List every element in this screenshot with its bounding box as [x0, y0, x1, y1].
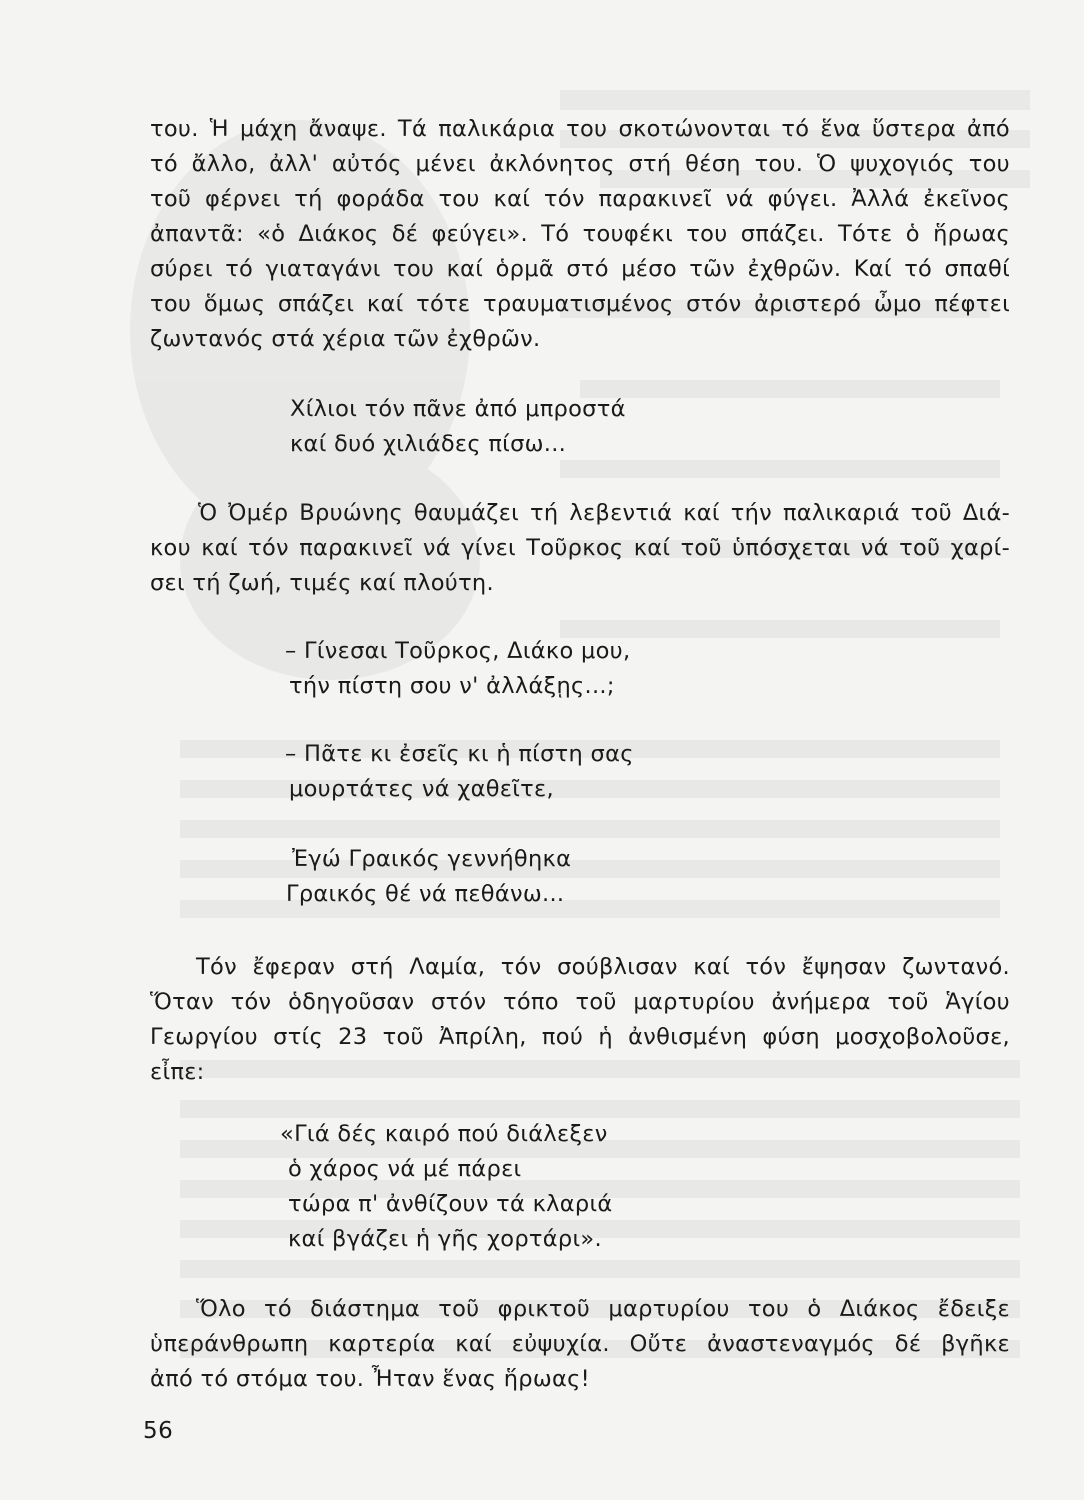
text-line: του. Ἡ μάχη ἄναψε. Τά παλικάρια του σκοτώνονται τό ἕνα ὕστερα ἀπό [150, 116, 1010, 142]
text-line: σύρει τό γιαταγάνι του καί ὁρμᾶ στό μέσο τῶν ἐχθρῶν. Καί τό σπαθί [150, 256, 1010, 282]
text-line: Τόν ἔφεραν στή Λαμία, τόν σούβλισαν καί τόν ἔψησαν ζωντανό. [196, 954, 1010, 980]
verse-line: «Γιά δές καιρό πού διάλεξεν [280, 1121, 608, 1147]
text-line: ζωντανός στά χέρια τῶν ἐχθρῶν. [150, 326, 541, 352]
verse-line: τήν πίστη σου ν' ἀλλάξῃς...; [289, 673, 615, 699]
text-line: κου καί τόν παρακινεῖ νά γίνει Τοῦρκος καί τοῦ ὑπόσχεται νά τοῦ χαρί- [150, 535, 1010, 561]
text-line: ἀπό τό στόμα του. Ἦταν ἕνας ἥρωας! [150, 1366, 590, 1392]
verse-line: Χίλιοι τόν πᾶνε ἀπό μπροστά [290, 396, 626, 422]
verse-answer [285, 737, 634, 807]
verse-line: μουρτάτες νά χαθεῖτε, [289, 776, 554, 802]
verse-line: – Πᾶτε κι ἐσεῖς κι ἡ πίστη σας [285, 741, 634, 767]
text-line: εἶπε: [150, 1059, 205, 1085]
verse-line: καί δυό χιλιάδες πίσω... [290, 431, 567, 457]
verse-greek [286, 842, 572, 912]
verse-thousands [290, 392, 626, 462]
paragraph-hero [150, 1292, 1010, 1397]
page-number: 56 [143, 1418, 174, 1444]
verse-line: καί βγάζει ἡ γῆς χορτάρι». [288, 1226, 602, 1252]
verse-last-words [280, 1117, 613, 1257]
text-line: σει τή ζωή, τιμές καί πλούτη. [150, 570, 494, 596]
verse-question [285, 634, 630, 704]
text-line: Ὁ Ὀμέρ Βρυώνης θαυμάζει τή λεβεντιά καί τήν παλικαριά τοῦ Διά- [198, 500, 1010, 526]
paragraph-martyrdom [150, 950, 1010, 1090]
text-line: τό ἄλλο, ἀλλ' αὐτός μένει ἀκλόνητος στή θέση του. Ὁ ψυχογιός του [150, 151, 1010, 177]
text-line: Ὅλο τό διάστημα τοῦ φρικτοῦ μαρτυρίου του ὁ Διάκος ἔδειξε [196, 1296, 1010, 1322]
verse-line: Γραικός θέ νά πεθάνω... [286, 881, 565, 907]
text-line: Ὅταν τόν ὁδηγοῦσαν στόν τόπο τοῦ μαρτυρίου ἀνήμερα τοῦ Ἁγίου [150, 989, 1010, 1015]
verse-line: τώρα π' ἀνθίζουν τά κλαριά [288, 1191, 613, 1217]
verse-line: ὁ χάρος νά μέ πάρει [288, 1156, 522, 1182]
paragraph-battle [150, 112, 1010, 357]
text-line: τοῦ φέρνει τή φοράδα του καί τόν παρακινεῖ νά φύγει. Ἀλλά ἐκεῖνος [150, 186, 1010, 212]
verse-line: – Γίνεσαι Τοῦρκος, Διάκο μου, [285, 638, 631, 664]
verse-line: Ἐγώ Γραικός γεννήθηκα [292, 846, 572, 872]
text-line: ἀπαντᾶ: «ὁ Διάκος δέ φεύγει». Τό τουφέκι του σπάζει. Τότε ὁ ἥρωας [150, 221, 1010, 247]
text-line: ὑπεράνθρωπη καρτερία καί εὐψυχία. Οὔτε ἀναστεναγμός δέ βγῆκε [150, 1331, 1010, 1357]
text-line: Γεωργίου στίς 23 τοῦ Ἀπρίλη, πού ἡ ἀνθισμένη φύση μοσχοβολοῦσε, [150, 1024, 1010, 1050]
text-line: του ὅμως σπάζει καί τότε τραυματισμένος στόν ἀριστερό ὦμο πέφτει [150, 291, 1010, 317]
paragraph-omer [150, 496, 1010, 601]
